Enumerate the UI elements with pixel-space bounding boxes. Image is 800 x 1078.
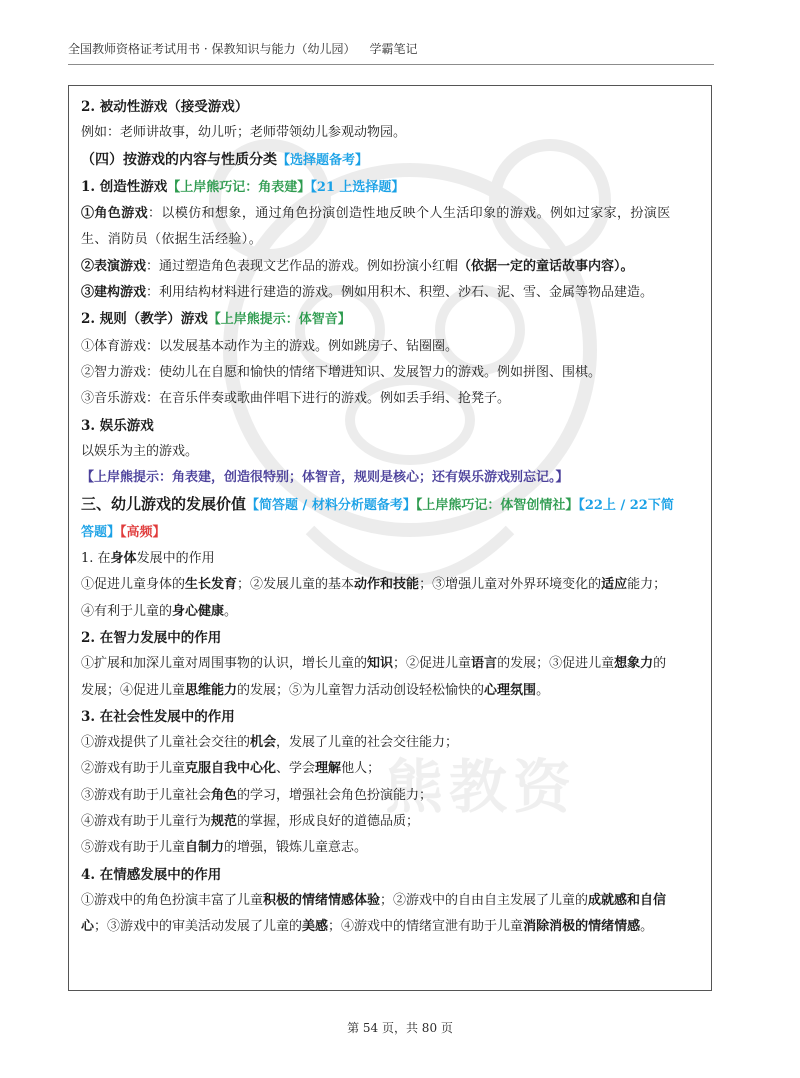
header-divider	[68, 64, 714, 65]
performance-play-bold: （依据一定的童话故事内容）。	[458, 258, 634, 274]
intellectual-line-1	[81, 651, 699, 677]
bold-part: 心理氛围	[484, 682, 537, 698]
bold-part: 消除消极的情绪情感	[523, 919, 641, 935]
rule-item: ②智力游戏：使幼儿在自愿和愉快的情绪下增进知识、发展智力的游戏。例如拼图、围棋。	[81, 364, 602, 380]
bold-part: 知识	[367, 656, 394, 672]
physical-heading-part: 发展中的作用	[136, 551, 215, 567]
section-3-tag-year: 【22上 / 22下简	[578, 498, 674, 514]
text-part: ⑤游戏有助于儿童	[81, 840, 186, 856]
construction-play-item	[81, 280, 699, 306]
text-part: 。	[536, 682, 550, 698]
text-part: 、学会	[276, 761, 316, 777]
text-part: 的	[653, 656, 667, 672]
section-3-tag-type: 【简答题 / 材料分析题备考】	[246, 498, 416, 514]
passive-game-example: 例如：老师讲故事，幼儿听；老师带领幼儿参观动物园。	[81, 125, 407, 141]
physical-line-1	[81, 572, 699, 598]
section-3-title: 三、幼儿游戏的发展价值	[81, 495, 247, 514]
role-play-item-cont: 生、消防员（依据生活经验）。	[81, 232, 263, 248]
physical-heading	[81, 546, 699, 572]
text-part: ①游戏中的角色扮演丰富了儿童	[81, 892, 264, 908]
bold-part: 规范	[211, 814, 238, 830]
role-play-item	[81, 201, 699, 227]
intellectual-heading: 2. 在智力发展中的作用	[81, 629, 222, 646]
passive-game-heading: 2. 被动性游戏（接受游戏）	[81, 99, 249, 115]
text-part: ；②发展儿童的基本	[237, 577, 355, 593]
section-3-heading	[81, 491, 699, 519]
role-play-text: ：以模仿和想象，通过角色扮演创造性地反映个人生活印象的游戏。例如过家家，扮演医	[148, 206, 671, 222]
rule-item: ①体育游戏：以发展基本动作为主的游戏。例如跳房子、钻圈圈。	[81, 338, 459, 354]
bold-part: 机会	[250, 735, 277, 751]
section-3-tag-mnemonic: 【上岸熊巧记：体智创情社】	[415, 498, 579, 514]
creative-game-title: 1. 创造性游戏	[81, 178, 168, 195]
bold-part: 自制力	[185, 840, 225, 856]
bold-part: 克服自我中心化	[185, 761, 277, 777]
text-part: ①游戏提供了儿童社会交往的	[81, 735, 251, 751]
text-part: 的学习，增强社会角色扮演能力；	[237, 787, 433, 803]
construction-play-label: ③建构游戏	[81, 285, 147, 301]
physical-heading-part: 1. 在	[81, 551, 111, 567]
rule-item: ③音乐游戏：在音乐伴奏或歌曲伴唱下进行的游戏。例如丢手绢、抢凳子。	[81, 391, 511, 407]
bold-part: 心	[81, 919, 95, 935]
creative-year-tag: 【21 上选择题】	[310, 179, 405, 195]
social-line-3	[81, 783, 699, 809]
rule-game-tag: 【上岸熊提示：体智音】	[207, 312, 351, 328]
emotion-line-2	[81, 914, 699, 940]
bold-part: 理解	[315, 761, 342, 777]
bold-part: 适应	[601, 577, 628, 593]
social-line-4	[81, 809, 699, 835]
text-part: 的掌握，形成良好的道德品质；	[237, 814, 420, 830]
text-part: ；④游戏中的情绪宣泄有助于儿童	[328, 919, 524, 935]
text-part: ②游戏有助于儿童	[81, 761, 186, 777]
social-line-5	[81, 835, 699, 861]
creative-game-heading	[81, 174, 699, 201]
creative-mnemonic-tag: 【上岸熊巧记：角表建】	[167, 179, 311, 195]
bold-part: 语言	[471, 656, 498, 672]
text-part: ；③游戏中的审美活动发展了儿童的	[94, 919, 303, 935]
text-part: 发展；④促进儿童	[81, 682, 186, 698]
social-heading: 3. 在社会性发展中的作用	[81, 708, 235, 725]
performance-play-item	[81, 254, 699, 280]
bold-part: 成就感和自信	[588, 892, 667, 908]
emotion-line-1	[81, 888, 699, 914]
bold-part: 想象力	[614, 656, 654, 672]
header-title: 全国教师资格证考试用书 · 保教知识与能力（幼儿园）	[68, 42, 356, 56]
text-part: ④游戏有助于儿童行为	[81, 814, 212, 830]
section-4-heading	[81, 147, 699, 174]
text-part: ；③增强儿童对外界环境变化的	[419, 577, 602, 593]
section-3-tag-year-cont: 答题】	[81, 524, 121, 540]
text-part: ；②游戏中的自由自主发展了儿童的	[380, 892, 589, 908]
summary-note: 【上岸熊提示：角表建，创造很特别；体智音，规则是核心；还有娱乐游戏别忘记。】	[81, 470, 569, 486]
text-part: ；②促进儿童	[393, 656, 472, 672]
text-part: 他人；	[341, 761, 381, 777]
bold-part: 生长发育	[185, 577, 238, 593]
social-line-1	[81, 730, 699, 756]
section-4-tag: 【选择题备考】	[277, 152, 369, 168]
section-4-title: （四）按游戏的内容与性质分类	[81, 151, 277, 168]
text-part: ③游戏有助于儿童社会	[81, 787, 212, 803]
header-brand: 学霸笔记	[369, 42, 418, 56]
text-part: 能力；	[627, 577, 667, 593]
rule-game-title: 2. 规则（教学）游戏	[81, 311, 208, 328]
bold-part: 积极的情绪情感体验	[263, 892, 381, 908]
page-header	[68, 40, 728, 57]
text-part: ，发展了儿童的社会交往能力；	[276, 735, 459, 751]
text-part: 的发展；③促进儿童	[497, 656, 615, 672]
text-part: 的发展；⑤为儿童智力活动创设轻松愉快的	[237, 682, 485, 698]
page-footer: 第 54 页，共 80 页	[347, 1021, 453, 1035]
physical-heading-bold: 身体	[110, 551, 137, 567]
entertainment-game-heading: 3. 娱乐游戏	[81, 417, 154, 434]
social-line-2	[81, 756, 699, 782]
rule-game-heading	[81, 306, 699, 333]
text-part: ④有利于儿童的	[81, 603, 173, 619]
bold-part: 身心健康	[172, 603, 225, 619]
text-part: ①扩展和加深儿童对周围事物的认识，增长儿童的	[81, 656, 368, 672]
text-part: 的增强，锻炼儿童意志。	[224, 840, 368, 856]
bold-part: 角色	[211, 787, 238, 803]
text-part: 。	[640, 919, 654, 935]
section-3-heading-cont	[81, 520, 699, 546]
bold-part: 思维能力	[185, 682, 238, 698]
bold-part: 美感	[302, 919, 329, 935]
role-play-label: ①角色游戏	[81, 206, 149, 222]
bold-part: 动作和技能	[354, 577, 420, 593]
performance-play-text: ：通过塑造角色表现文艺作品的游戏。例如扮演小红帽	[146, 258, 459, 274]
brand-watermark: 熊教资	[385, 753, 578, 821]
section-3-tag-frequency: 【高频】	[120, 524, 166, 540]
performance-play-label: ②表演游戏	[81, 258, 147, 274]
text-part: 。	[224, 603, 238, 619]
physical-line-2	[81, 599, 699, 625]
entertainment-game-text: 以娱乐为主的游戏。	[81, 443, 199, 459]
intellectual-line-2	[81, 678, 699, 704]
construction-play-text: ：利用结构材料进行建造的游戏。例如用积木、积塑、沙石、泥、雪、金属等物品建造。	[146, 285, 654, 301]
text-part: ①促进儿童身体的	[81, 577, 186, 593]
notes-content-box	[68, 85, 712, 991]
emotion-heading: 4. 在情感发展中的作用	[81, 866, 222, 883]
